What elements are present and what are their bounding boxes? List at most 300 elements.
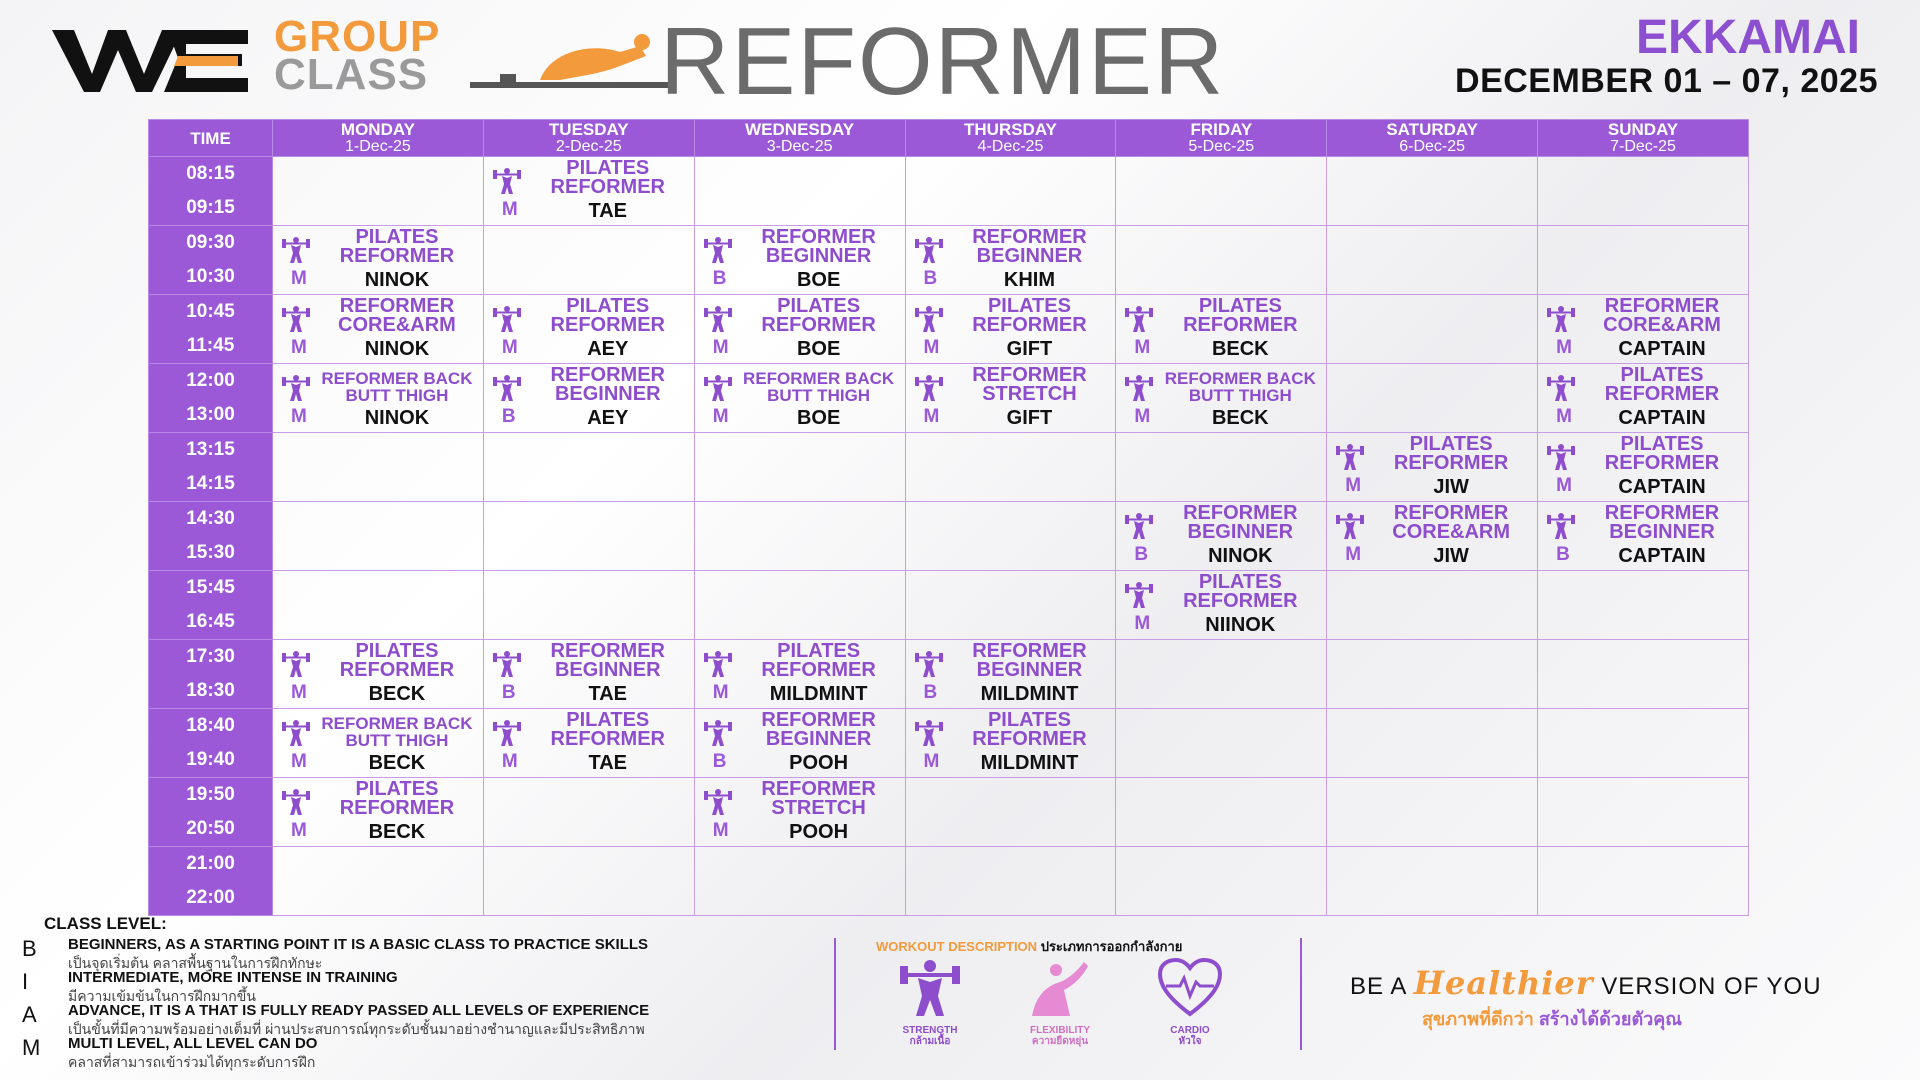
strength-icon bbox=[703, 304, 733, 334]
strength-label: STRENGTH bbox=[902, 1025, 958, 1036]
coach-name: TAE bbox=[588, 200, 628, 222]
strength-icon bbox=[281, 649, 311, 679]
strength-icon bbox=[281, 304, 311, 334]
coach-name: NINOK bbox=[1208, 545, 1273, 567]
class-card[interactable] bbox=[695, 640, 905, 708]
time-cell bbox=[149, 364, 273, 433]
strength-icon bbox=[914, 649, 944, 679]
slogan-thai bbox=[1422, 1004, 1682, 1033]
class-card[interactable] bbox=[484, 364, 694, 432]
class-card[interactable] bbox=[1538, 433, 1748, 501]
level-letter: A bbox=[22, 1002, 37, 1027]
empty-cell bbox=[1327, 709, 1538, 778]
slot-end: 15:30 bbox=[186, 542, 235, 563]
time-cell bbox=[149, 433, 273, 502]
empty-cell bbox=[1116, 226, 1327, 295]
time-slot-row bbox=[149, 295, 1749, 364]
coach-name: JIW bbox=[1433, 545, 1469, 567]
class-cell[interactable] bbox=[273, 226, 484, 295]
strength-icon bbox=[1546, 304, 1576, 334]
class-card[interactable] bbox=[1116, 295, 1326, 363]
class-cell[interactable] bbox=[1327, 433, 1538, 502]
class-level: M bbox=[291, 820, 307, 841]
class-name: PILATES REFORMER bbox=[550, 295, 665, 336]
class-name: PILATES REFORMER bbox=[339, 778, 455, 819]
day-date: 4-Dec-25 bbox=[977, 138, 1044, 155]
class-card[interactable] bbox=[695, 709, 905, 777]
class-cell[interactable] bbox=[273, 709, 484, 778]
class-card[interactable] bbox=[906, 640, 1116, 708]
coach-name: BECK bbox=[1211, 338, 1269, 360]
cardio-label: CARDIO bbox=[1170, 1025, 1210, 1036]
coach-name: NINOK bbox=[364, 269, 430, 291]
empty-cell bbox=[1116, 433, 1327, 502]
class-cell[interactable] bbox=[694, 709, 905, 778]
slot-start: 21:00 bbox=[186, 853, 235, 874]
time-cell bbox=[149, 640, 273, 709]
day-name: SATURDAY bbox=[1386, 120, 1478, 139]
class-cell[interactable] bbox=[694, 364, 905, 433]
coach-name: NIINOK bbox=[1205, 614, 1276, 636]
strength-icon bbox=[1546, 373, 1576, 403]
empty-cell bbox=[273, 847, 484, 916]
time-cell bbox=[149, 778, 273, 847]
class-cell[interactable] bbox=[905, 226, 1116, 295]
slot-end: 20:50 bbox=[186, 818, 235, 839]
strength-icon bbox=[492, 166, 522, 196]
slot-start: 14:30 bbox=[186, 508, 235, 529]
class-card[interactable] bbox=[1538, 295, 1748, 363]
strength-icon bbox=[492, 718, 522, 748]
class-card[interactable] bbox=[273, 226, 483, 294]
slot-start: 18:40 bbox=[186, 715, 235, 736]
workout-flexibility bbox=[1010, 956, 1110, 1047]
class-card[interactable] bbox=[695, 364, 905, 432]
class-card[interactable] bbox=[906, 364, 1116, 432]
workout-description-title bbox=[876, 936, 1182, 957]
slot-start: 13:15 bbox=[186, 439, 235, 460]
day-header-thursday bbox=[905, 120, 1116, 157]
class-name: PILATES REFORMER bbox=[972, 709, 1087, 750]
strength-icon bbox=[281, 718, 311, 748]
coach-name: CAPTAIN bbox=[1618, 407, 1706, 429]
slogan-pre: BE A bbox=[1350, 973, 1407, 1000]
strength-icon bbox=[1335, 511, 1365, 541]
coach-name: TAE bbox=[588, 683, 628, 705]
schedule-body bbox=[149, 157, 1749, 916]
class-level: B bbox=[1556, 544, 1570, 565]
class-name: PILATES REFORMER bbox=[550, 157, 665, 198]
divider bbox=[1300, 938, 1302, 1050]
class-card[interactable] bbox=[695, 226, 905, 294]
day-header-monday bbox=[273, 120, 484, 157]
class-name: REFORMER BEGINNER bbox=[550, 364, 665, 405]
slogan bbox=[1350, 964, 1822, 1002]
day-header-wednesday bbox=[694, 120, 905, 157]
class-cell[interactable] bbox=[694, 295, 905, 364]
workout-cardio bbox=[1140, 956, 1240, 1047]
class-cell[interactable] bbox=[1538, 295, 1749, 364]
class-cell[interactable] bbox=[694, 226, 905, 295]
class-name: REFORMER BEGINNER bbox=[972, 226, 1087, 267]
level-desc-th: มีความเข้มข้นในการฝึกมากขึ้น bbox=[68, 988, 256, 1004]
coach-name: TAE bbox=[588, 752, 628, 774]
empty-cell bbox=[905, 502, 1116, 571]
empty-cell bbox=[694, 433, 905, 502]
we-logo bbox=[52, 22, 252, 98]
strength-icon bbox=[914, 235, 944, 265]
slot-start: 19:50 bbox=[186, 784, 235, 805]
class-cell[interactable] bbox=[1116, 295, 1327, 364]
day-header-sunday bbox=[1538, 120, 1749, 157]
class-name: PILATES REFORMER bbox=[1393, 433, 1509, 474]
class-cell[interactable] bbox=[905, 640, 1116, 709]
class-card[interactable] bbox=[906, 226, 1116, 294]
slogan-highlight: Healthier bbox=[1413, 964, 1594, 1002]
class-card[interactable] bbox=[695, 295, 905, 363]
level-desc-en: INTERMEDIATE, MORE INTENSE IN TRAINING bbox=[68, 969, 398, 986]
coach-name: BECK bbox=[368, 683, 426, 705]
class-level: M bbox=[1556, 475, 1572, 496]
flexibility-label: FLEXIBILITY bbox=[1030, 1025, 1090, 1036]
empty-cell bbox=[483, 502, 694, 571]
class-name: REFORMER BACK BUTT THIGH bbox=[743, 369, 895, 405]
strength-icon bbox=[1124, 580, 1154, 610]
time-slot-row bbox=[149, 433, 1749, 502]
day-name: SUNDAY bbox=[1607, 120, 1679, 139]
empty-cell bbox=[694, 157, 905, 226]
coach-name: BOE bbox=[796, 338, 841, 360]
class-card[interactable] bbox=[484, 157, 694, 225]
class-name: PILATES REFORMER bbox=[1183, 571, 1298, 612]
class-cell[interactable] bbox=[1116, 502, 1327, 571]
class-level: M bbox=[712, 406, 729, 427]
class-cell[interactable] bbox=[483, 295, 694, 364]
class-level: M bbox=[291, 406, 307, 427]
coach-name: BOE bbox=[796, 269, 841, 291]
day-header-friday bbox=[1116, 120, 1327, 157]
empty-cell bbox=[1116, 778, 1327, 847]
empty-cell bbox=[905, 571, 1116, 640]
coach-name: GIFT bbox=[1006, 338, 1053, 360]
time-slot-row bbox=[149, 778, 1749, 847]
coach-name: AEY bbox=[587, 338, 629, 360]
class-level: M bbox=[291, 337, 307, 358]
class-name: REFORMER BEGINNER bbox=[761, 226, 876, 267]
empty-cell bbox=[905, 157, 1116, 226]
class-card[interactable] bbox=[273, 364, 483, 432]
class-name: PILATES REFORMER bbox=[761, 640, 876, 681]
level-desc-th: เป็นจุดเริ่มต้น คลาสพื้นฐานในการฝึกทักษะ bbox=[68, 955, 323, 971]
empty-cell bbox=[1116, 157, 1327, 226]
coach-name: BECK bbox=[1211, 407, 1269, 429]
schedule-table bbox=[148, 119, 1749, 916]
empty-cell bbox=[483, 778, 694, 847]
class-level: M bbox=[1134, 406, 1151, 427]
divider bbox=[834, 938, 836, 1050]
strength-icon bbox=[492, 373, 522, 403]
class-card[interactable] bbox=[273, 295, 483, 363]
slot-start: 10:45 bbox=[186, 301, 235, 322]
class-card[interactable] bbox=[1116, 502, 1326, 570]
slogan-thai-highlight: สุขภาพที่ดีกว่า bbox=[1422, 1009, 1534, 1029]
level-letter: B bbox=[22, 936, 37, 961]
empty-cell bbox=[1538, 226, 1749, 295]
class-level: M bbox=[501, 199, 518, 220]
class-name: REFORMER BACK BUTT THIGH bbox=[1164, 369, 1316, 405]
class-name: PILATES REFORMER bbox=[1183, 295, 1298, 336]
strength-icon bbox=[703, 373, 733, 403]
empty-cell bbox=[1116, 847, 1327, 916]
level-desc-en: MULTI LEVEL, ALL LEVEL CAN DO bbox=[68, 1035, 318, 1052]
strength-icon bbox=[703, 649, 733, 679]
class-card[interactable] bbox=[1116, 571, 1326, 639]
empty-cell bbox=[483, 433, 694, 502]
day-name: TUESDAY bbox=[548, 120, 629, 139]
empty-cell bbox=[1538, 157, 1749, 226]
class-name: PILATES REFORMER bbox=[972, 295, 1087, 336]
time-slot-row bbox=[149, 640, 1749, 709]
class-card[interactable] bbox=[1327, 433, 1537, 501]
empty-cell bbox=[1327, 295, 1538, 364]
class-name: PILATES REFORMER bbox=[1604, 364, 1720, 405]
date-range: DECEMBER 01 – 07, 2025 bbox=[1455, 62, 1878, 100]
coach-name: POOH bbox=[789, 752, 849, 774]
day-date: 2-Dec-25 bbox=[555, 138, 622, 155]
class-level: M bbox=[501, 337, 518, 358]
time-slot-row bbox=[149, 226, 1749, 295]
strength-icon bbox=[281, 787, 311, 817]
class-level: M bbox=[712, 820, 729, 841]
day-date: 3-Dec-25 bbox=[766, 138, 833, 155]
coach-name: BOE bbox=[796, 407, 841, 429]
class-cell[interactable] bbox=[273, 778, 484, 847]
class-cell[interactable] bbox=[483, 709, 694, 778]
class-name: REFORMER STRETCH bbox=[972, 364, 1087, 405]
legend-title: CLASS LEVEL: bbox=[44, 914, 167, 933]
branch-name: EKKAMAI bbox=[1636, 11, 1860, 64]
time-slot-row bbox=[149, 709, 1749, 778]
coach-name: AEY bbox=[587, 407, 629, 429]
class-card[interactable] bbox=[906, 709, 1116, 777]
strength-icon bbox=[914, 304, 944, 334]
empty-cell bbox=[905, 778, 1116, 847]
class-name: PILATES REFORMER bbox=[339, 640, 455, 681]
strength-icon bbox=[914, 718, 944, 748]
level-desc-en: ADVANCE, IT IS A THAT IS FULLY READY PASSED ALL LEVELS OF EXPERIENCE bbox=[68, 1002, 650, 1019]
class-card[interactable] bbox=[484, 640, 694, 708]
class-level: M bbox=[712, 337, 729, 358]
slot-end: 10:30 bbox=[186, 266, 235, 287]
class-level: M bbox=[1134, 337, 1151, 358]
class-level: M bbox=[923, 337, 940, 358]
class-name: PILATES REFORMER bbox=[550, 709, 665, 750]
class-cell[interactable] bbox=[273, 364, 484, 433]
brand-line2: CLASS bbox=[274, 50, 429, 99]
class-cell[interactable] bbox=[1116, 364, 1327, 433]
day-header-saturday bbox=[1327, 120, 1538, 157]
class-level: M bbox=[712, 682, 729, 703]
empty-cell bbox=[1538, 709, 1749, 778]
strength-label-th: กล้ามเนื้อ bbox=[909, 1036, 951, 1047]
time-slot-row bbox=[149, 364, 1749, 433]
class-cell[interactable] bbox=[273, 640, 484, 709]
time-header: TIME bbox=[149, 120, 273, 157]
slot-end: 14:15 bbox=[186, 473, 235, 494]
group-class-title bbox=[274, 12, 441, 99]
empty-cell bbox=[483, 226, 694, 295]
class-cell[interactable] bbox=[483, 364, 694, 433]
empty-cell bbox=[1327, 640, 1538, 709]
coach-name: BECK bbox=[368, 752, 426, 774]
empty-cell bbox=[694, 502, 905, 571]
empty-cell bbox=[1327, 571, 1538, 640]
workout-title-th: ประเภทการออกกำลังกาย bbox=[1040, 939, 1183, 954]
coach-name: BECK bbox=[368, 821, 426, 843]
class-cell[interactable] bbox=[483, 157, 694, 226]
time-cell bbox=[149, 295, 273, 364]
empty-cell bbox=[273, 433, 484, 502]
class-level: B bbox=[501, 406, 516, 427]
class-card[interactable] bbox=[1538, 364, 1748, 432]
empty-cell bbox=[483, 847, 694, 916]
day-date: 1-Dec-25 bbox=[345, 138, 411, 155]
workout-strength bbox=[880, 956, 980, 1047]
coach-name: POOH bbox=[789, 821, 849, 843]
time-slot-row bbox=[149, 847, 1749, 916]
class-name: REFORMER BACK BUTT THIGH bbox=[321, 714, 473, 750]
strength-icon bbox=[1124, 511, 1154, 541]
flexibility-icon bbox=[1026, 956, 1094, 1020]
slot-end: 18:30 bbox=[186, 680, 235, 701]
slot-end: 11:45 bbox=[186, 335, 235, 356]
empty-cell bbox=[273, 157, 484, 226]
class-level: M bbox=[291, 268, 307, 289]
class-name: REFORMER BACK BUTT THIGH bbox=[321, 369, 473, 405]
coach-name: CAPTAIN bbox=[1618, 545, 1706, 567]
strength-icon bbox=[281, 373, 311, 403]
strength-icon bbox=[1546, 511, 1576, 541]
class-cell[interactable] bbox=[694, 778, 905, 847]
class-cell[interactable] bbox=[1538, 364, 1749, 433]
time-slot-row bbox=[149, 502, 1749, 571]
class-card[interactable] bbox=[273, 709, 483, 777]
class-name: REFORMER CORE&ARM bbox=[1603, 295, 1721, 336]
empty-cell bbox=[273, 502, 484, 571]
class-card[interactable] bbox=[1538, 502, 1748, 570]
empty-cell bbox=[1116, 709, 1327, 778]
class-name: PILATES REFORMER bbox=[761, 295, 876, 336]
time-cell bbox=[149, 157, 273, 226]
empty-cell bbox=[1538, 571, 1749, 640]
day-name: FRIDAY bbox=[1190, 120, 1253, 139]
header-row bbox=[149, 120, 1749, 157]
class-card[interactable] bbox=[273, 640, 483, 708]
strength-icon bbox=[1546, 442, 1576, 472]
slogan-post: VERSION OF YOU bbox=[1601, 973, 1822, 1000]
brand-line1: GROUP bbox=[274, 12, 441, 61]
class-level: B bbox=[712, 268, 727, 289]
class-cell[interactable] bbox=[905, 709, 1116, 778]
strength-icon bbox=[896, 956, 964, 1020]
class-cell[interactable] bbox=[1538, 502, 1749, 571]
class-cell[interactable] bbox=[905, 364, 1116, 433]
time-slot-row bbox=[149, 157, 1749, 226]
strength-icon bbox=[703, 718, 733, 748]
schedule-grid bbox=[148, 119, 1749, 910]
slot-start: 09:30 bbox=[186, 232, 235, 253]
class-cell[interactable] bbox=[273, 295, 484, 364]
reformer-title: REFORMER bbox=[660, 8, 1226, 115]
coach-name: NINOK bbox=[364, 407, 430, 429]
day-name: MONDAY bbox=[340, 120, 415, 139]
class-cell[interactable] bbox=[1116, 571, 1327, 640]
day-date: 6-Dec-25 bbox=[1399, 138, 1466, 155]
slot-end: 16:45 bbox=[186, 611, 235, 632]
slot-start: 08:15 bbox=[186, 163, 235, 184]
class-name: PILATES REFORMER bbox=[339, 226, 455, 267]
class-card[interactable] bbox=[695, 778, 905, 846]
level-letter: I bbox=[22, 969, 29, 994]
empty-cell bbox=[905, 433, 1116, 502]
coach-name: MILDMINT bbox=[980, 752, 1079, 774]
class-card[interactable] bbox=[906, 295, 1116, 363]
slot-start: 17:30 bbox=[186, 646, 235, 667]
class-cell[interactable] bbox=[1538, 433, 1749, 502]
empty-cell bbox=[1116, 640, 1327, 709]
level-letter: M bbox=[22, 1035, 41, 1060]
slot-end: 22:00 bbox=[186, 887, 235, 908]
level-desc-th: เป็นขั้นที่มีความพร้อมอย่างเต็มที่ ผ่านประสบการณ์ทุกระดับชั้นมาอย่างชำนาญและมีประสิทธิภาพ bbox=[68, 1021, 645, 1037]
class-level: B bbox=[923, 268, 938, 289]
class-card[interactable] bbox=[273, 778, 483, 846]
class-level: M bbox=[291, 682, 307, 703]
class-cell[interactable] bbox=[694, 640, 905, 709]
flexibility-label-th: ความยืดหยุ่น bbox=[1031, 1036, 1089, 1047]
strength-icon bbox=[281, 235, 311, 265]
day-header-tuesday bbox=[483, 120, 694, 157]
time-cell bbox=[149, 502, 273, 571]
class-cell[interactable] bbox=[905, 295, 1116, 364]
class-card[interactable] bbox=[484, 295, 694, 363]
empty-cell bbox=[1538, 778, 1749, 847]
slot-start: 12:00 bbox=[186, 370, 235, 391]
class-name: REFORMER CORE&ARM bbox=[1392, 502, 1511, 543]
class-card[interactable] bbox=[1327, 502, 1537, 570]
class-name: REFORMER BEGINNER bbox=[1604, 502, 1720, 543]
coach-name: CAPTAIN bbox=[1618, 476, 1706, 498]
class-level: M bbox=[1556, 406, 1572, 427]
class-level: M bbox=[1345, 544, 1362, 565]
class-card[interactable] bbox=[484, 709, 694, 777]
class-level: B bbox=[712, 751, 727, 772]
strength-icon bbox=[1124, 373, 1154, 403]
coach-name: KHIM bbox=[1003, 269, 1055, 291]
time-cell bbox=[149, 709, 273, 778]
empty-cell bbox=[1327, 847, 1538, 916]
reformer-machine-icon bbox=[470, 22, 670, 102]
class-cell[interactable] bbox=[1327, 502, 1538, 571]
class-level: M bbox=[1345, 475, 1362, 496]
strength-icon bbox=[492, 649, 522, 679]
coach-name: MILDMINT bbox=[980, 683, 1079, 705]
coach-name: CAPTAIN bbox=[1618, 338, 1706, 360]
class-card[interactable] bbox=[1116, 364, 1326, 432]
slogan-thai-rest: สร้างได้ด้วยตัวคุณ bbox=[1538, 1009, 1682, 1029]
class-name: REFORMER BEGINNER bbox=[550, 640, 665, 681]
class-cell[interactable] bbox=[483, 640, 694, 709]
slot-start: 15:45 bbox=[186, 577, 235, 598]
